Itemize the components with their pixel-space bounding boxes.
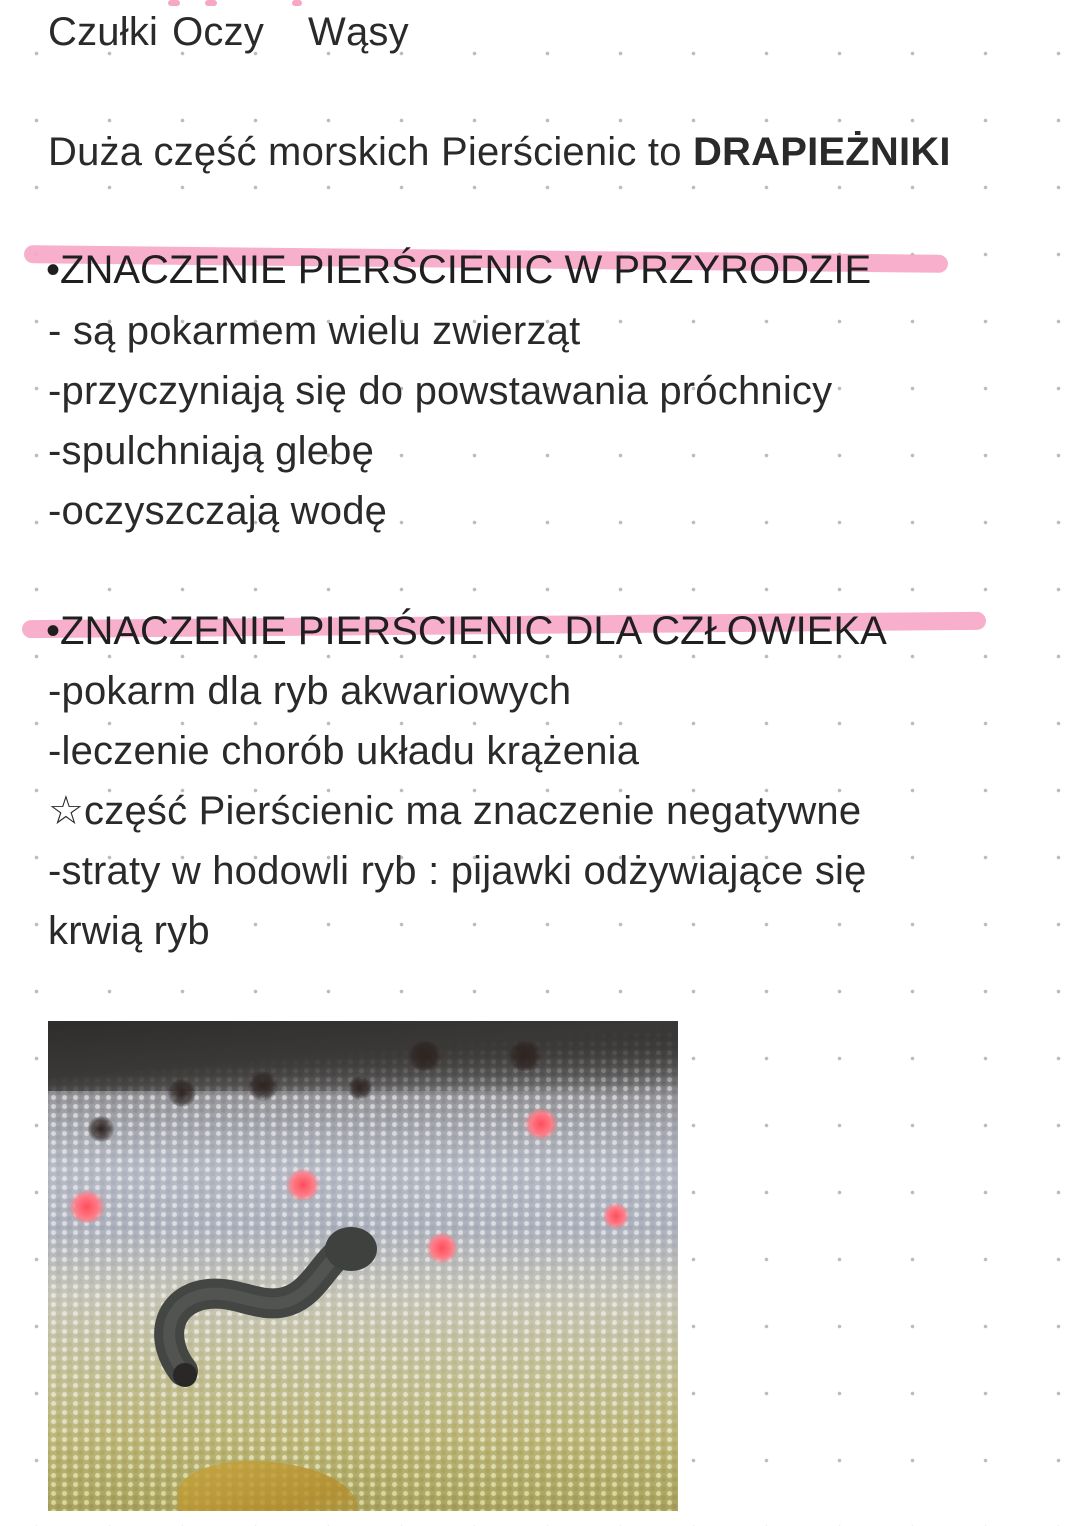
intro-bold: DRAPIEŻNIKI bbox=[692, 130, 951, 174]
list-item: krwią ryb bbox=[48, 909, 210, 953]
list-item: -pokarm dla ryb akwariowych bbox=[48, 669, 572, 713]
highlight-mark bbox=[292, 0, 302, 6]
list-item: -przyczyniają się do powstawania próchnicy bbox=[48, 369, 833, 413]
label-oczy: Oczy bbox=[172, 10, 265, 54]
label-wasy: Wąsy bbox=[308, 10, 409, 54]
highlight-mark bbox=[168, 0, 180, 6]
leech-shape bbox=[48, 1021, 678, 1511]
list-item: -spulchniają glebę bbox=[48, 429, 375, 473]
intro-sentence bbox=[48, 128, 951, 176]
section-heading-human: •ZNACZENIE PIERŚCIENIC DLA CZŁOWIEKA bbox=[46, 609, 887, 653]
list-item: -oczyszczają wodę bbox=[48, 489, 388, 533]
labels-line bbox=[48, 8, 409, 56]
label-czulki: Czułki bbox=[48, 10, 159, 54]
list-item: - są pokarmem wielu zwierząt bbox=[48, 309, 581, 353]
list-item: ☆część Pierścienic ma znaczenie negatywne bbox=[48, 789, 862, 833]
list-item: -straty w hodowli ryb : pijawki odżywiające się bbox=[48, 849, 867, 893]
highlight-mark bbox=[205, 0, 217, 6]
list-item: -leczenie chorób układu krążenia bbox=[48, 729, 640, 773]
section-heading-nature: •ZNACZENIE PIERŚCIENIC W PRZYRODZIE bbox=[46, 248, 872, 292]
intro-text: Duża część morskich Pierścienic to bbox=[48, 130, 693, 174]
leech-on-fish-photo bbox=[48, 1021, 678, 1511]
